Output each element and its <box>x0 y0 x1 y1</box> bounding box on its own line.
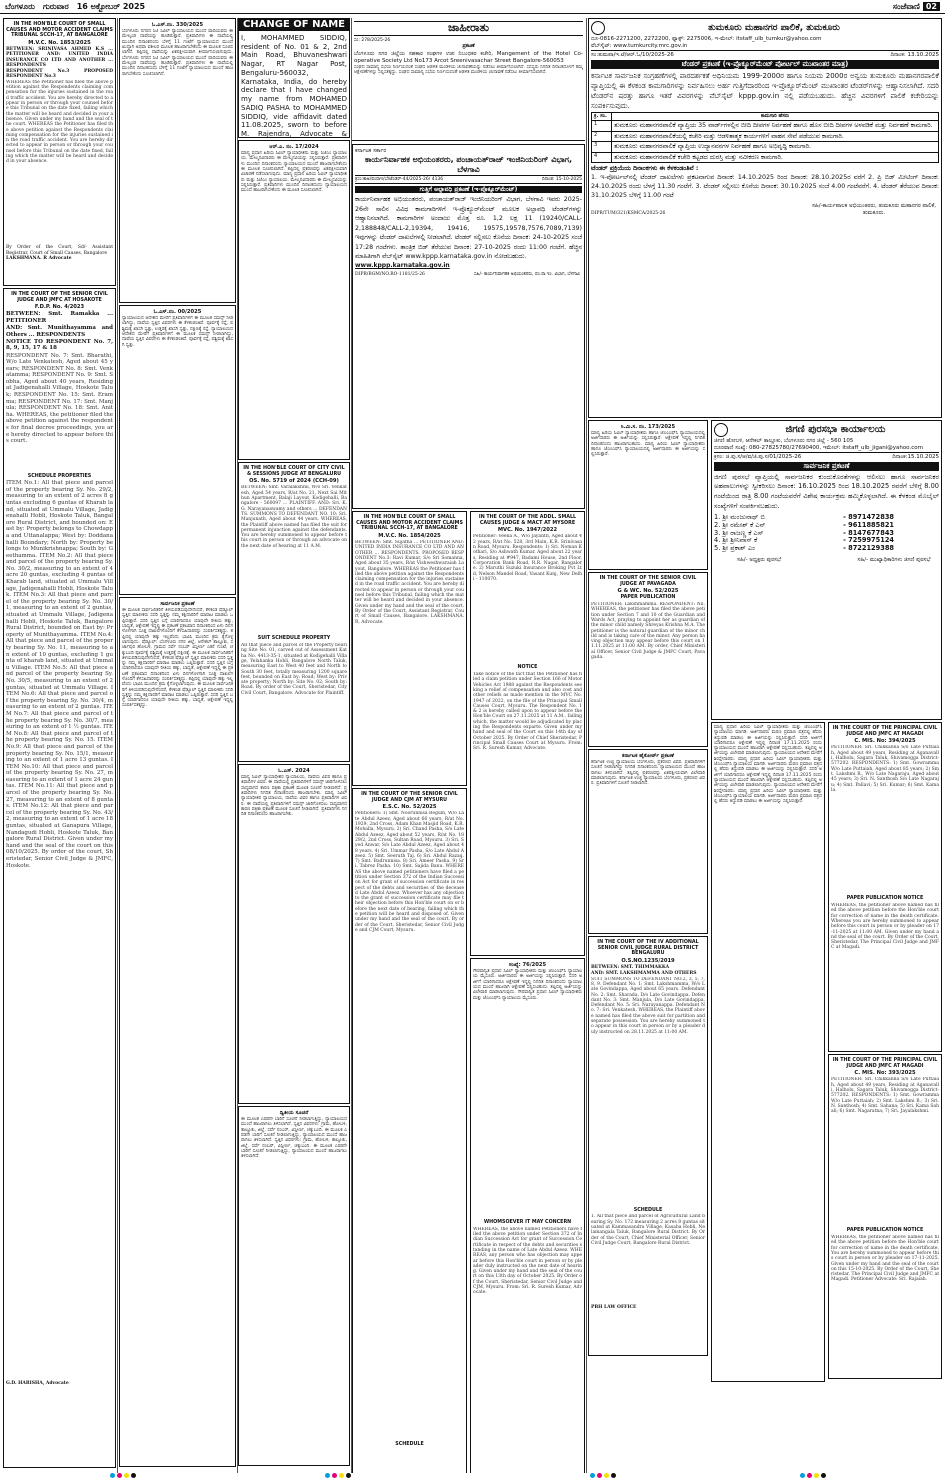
table-row <box>592 121 939 131</box>
schedule-heading: SCHEDULE <box>395 1442 424 1448</box>
advocate-name: LAKSHMANA. R Advocate <box>6 256 72 262</box>
contact-phone: - 9611885821 <box>843 520 894 529</box>
change-of-name-text: I, MOHAMMED SIDDIQ, resident of No. 01 & 2, 2nd Main Road, Bhuvaneshwari Nagar, RT Nagar Post, Bengaluru-560032, Karnataka, India, do hereby declare that I have changed my name from MOHAMED SADIQ PASHA to MOHAMMED SIDDIQ, vide affidavit dated 11.08.2025, sworn to before M. Rajendra, Advocate & <box>241 33 347 138</box>
notice-body-text: SUIT SUMMONS TO DEFENDANT NO.2, 3, 5, 7, 8, 9. Defendant No. 1: Smt. Lakshmamma, W/o Late Govindappa, Aged about 65 years. Defendant No. 2: Smt. Sharada, D/o Late Govindappa. Defendant No. 3: Smt. Manjula, D/o Late Govindappa. Defendant No. 5: Sri. Narayanappa. Defendant No. 7: Sri. Venkatesh. WHEREAS, the Plaintiff above named has filed the above suit for partition and separate possession. You are hereby summoned to appear in this court in person or by a pleader duly instructed on 28.11.2025 at 11:00 AM. <box>591 976 705 1035</box>
case-number: MVC. No. 1947/2022 <box>497 527 558 534</box>
jigani-sign-right: ಸಹಿ/- ಮುಖ್ಯಾಧಿಕಾರಿಗಳು ಜಿಗಣಿ ಪುರಸಭೆ <box>857 556 931 563</box>
between: BETWEEN: Smt. Ramakka ... PETITIONER <box>6 311 113 325</box>
court-title: IN THE COURT OF THE SENIOR CIVIL JUDGE AT PAVAGADA <box>599 576 697 587</box>
court-title: IN THE HON'BLE COURT OF SMALL CAUSES AND MOTOR ACCIDENT CLAIMS TRIBUNAL SCCH-17, AT BANGALORE <box>6 22 113 39</box>
mact-notice-1854-copy <box>238 764 350 1104</box>
notice-to: NOTICE TO RESPONDENT No. 7, 8, 9, 15, 17 & 18 <box>6 338 113 352</box>
jigani-address: ಜಿಗಣಿ ಹೋಬಳಿ, ಆನೇಕಲ್ ತಾಲ್ಲೂಕು, ಬೆಂಗಳೂರು ನಗರ ಜಿಲ್ಲೆ - 560 105 <box>714 437 854 444</box>
header-no: ಕ್ರ. ಸಂ. <box>592 112 612 121</box>
jigani-title: ಜಿಗಣಿ ಪುರಸಭಾ ಕಾರ್ಯಾಲಯ <box>785 424 886 436</box>
government-seal-icon <box>714 423 728 437</box>
table-row <box>592 142 939 152</box>
notice-body-text: ಮಾನ್ಯ ಪ್ರಧಾನ ಹಿರಿಯ ಸಿವಿಲ್ ನ್ಯಾಯಾಧೀಶರು ಮತ್ತು ಜೆಎಂಎಫ್‌ಸಿ ನ್ಯಾಯಾಲಯ ಮಾಗಡಿ. ಅರ್ಜಿದಾರರು ಮರಣ ಪ್ರಮಾಣ ಪತ್ರದಲ್ಲಿ ಹೆಸರು ತಿದ್ದುಪಡಿ ಮಾಡಲು ಈ ಅರ್ಜಿಯನ್ನು ಸಲ್ಲಿಸಿರುತ್ತಾರೆ. ಸದರಿ ಅರ್ಜಿಗೆ ಯಾರಿಗಾದರೂ ಆಕ್ಷೇಪಣೆ ಇದ್ದಲ್ಲಿ ದಿನಾಂಕ 17.11.2025 ರಂದು ನ್ಯಾಯಾಲಯದ ಮುಂದೆ ಹಾಜರಾಗಿ ಆಕ್ಷೇಪಣೆ ಸಲ್ಲಿಸಬಹುದು. ತಪ್ಪಿದಲ್ಲಿ ಅರ್ಜಿಯನ್ನು ವಿಲೇವಾರಿ ಮಾಡಲಾಗುವುದು. ನ್ಯಾಯಾಲಯದ ಆದೇಶದ ಮೇರೆಗೆ ಶಿರಸ್ತೇದಾರರು. ಮಾನ್ಯ ಪ್ರಧಾನ ಹಿರಿಯ ಸಿವಿಲ್ ನ್ಯಾಯಾಧೀಶರು ಮತ್ತು ಜೆಎಂಎಫ್‌ಸಿ ನ್ಯಾಯಾಲಯ ಮಾಗಡಿ. ಅರ್ಜಿದಾರರು ಮರಣ ಪ್ರಮಾಣ ಪತ್ರದಲ್ಲಿ ಹೆಸರು ತಿದ್ದುಪಡಿ ಮಾಡಲು ಈ ಅರ್ಜಿಯನ್ನು ಸಲ್ಲಿಸಿರುತ್ತಾರೆ. ಸದರಿ ಅರ್ಜಿಗೆ ಯಾರಿಗಾದರೂ ಆಕ್ಷೇಪಣೆ ಇದ್ದಲ್ಲಿ ದಿನಾಂಕ 17.11.2025 ರಂದು ನ್ಯಾಯಾಲಯದ ಮುಂದೆ ಹಾಜರಾಗಿ ಆಕ್ಷೇಪಣೆ ಸಲ್ಲಿಸಬಹುದು. ತಪ್ಪಿದಲ್ಲಿ ಅರ್ಜಿಯನ್ನು ವಿಲೇವಾರಿ ಮಾಡಲಾಗುವುದು. ನ್ಯಾಯಾಲಯದ ಆದೇಶದ ಮೇರೆಗೆ ಶಿರಸ್ತೇದಾರರು. ಮಾನ್ಯ ಪ್ರಧಾನ ಹಿರಿಯ ಸಿವಿಲ್ ನ್ಯಾಯಾಧೀಶರು ಮತ್ತು ಜೆಎಂಎಫ್‌ಸಿ ನ್ಯಾಯಾಲಯ ಮಾಗಡಿ. ಅರ್ಜಿದಾರರು ಮರಣ ಪ್ರಮಾಣ ಪತ್ರದಲ್ಲಿ ಹೆಸರು ತಿದ್ದುಪಡಿ ಮಾಡಲು ಈ ಅರ್ಜಿಯನ್ನು ಸಲ್ಲಿಸಿರುತ್ತಾರೆ. <box>714 725 822 805</box>
contact-phone: - 8971472838 <box>843 513 894 522</box>
jigani-body: ಜಿಗಣಿ ಪುರಸಭೆ ವ್ಯಾಪ್ತಿಯಲ್ಲಿ ಸಾರ್ವಜನಿಕರ ಕುಂದುಕೊರತೆಗಳನ್ನು ಆಲಿಸಲು ಹಾಗೂ ಸಾರ್ವಜನಿಕರ ಅಹವಾಲುಗಳನ್ನು ಸ್ವೀಕರಿಸಲು ದಿನಾಂಕ: 16.10.2025 ರಿಂದ 18.10.2025 ರವರೆಗೆ ಬೆಳಿಗ್ಗೆ 8.00 ಗಂಟೆಯಿಂದ ರಾತ್ರಿ 8.00 ಗಂಟೆಯವರೆಗೆ ವಿಶೇಷ ಕಾರ್ಯಕ್ರಮ ಹಮ್ಮಿಕೊಳ್ಳಲಾಗಿದೆ. ಈ ಕೆಳಕಂಡ ಮೊಬೈಲ್ ಸಂಖ್ಯೆಗಳಿಗೆ ಸಂಪರ್ಕಿಸಬಹುದು. <box>714 472 939 511</box>
registration-marks <box>325 1472 351 1479</box>
notice-title: ಕರ್ನಾಟಕ ಹೈಕೋರ್ಟ್ ಪ್ರಕಟಣೆ <box>622 753 674 759</box>
column-5 <box>588 18 942 1473</box>
pavagada-gwc-notice <box>588 572 708 747</box>
notice-body-text: ಸಂಘದ ಸಾಮಾನ್ಯ ಸಭೆಯ ನಿರ್ಣಯದಂತೆ ಸಂಘದ ಆಡಳಿತ ಮಂಡಳಿಯ ಚುನಾವಣೆಯನ್ನು ನಡೆಸಲು ತೀರ್ಮಾನಿಸಲಾಗಿದೆ. ಸದಸ್ಯರು ನಿಗದಿತ ದಿನಾಂಕದೊಳಗೆ ತಮ್ಮ ಆಕ್ಷೇಪಣೆಗಳನ್ನು ಸಲ್ಲಿಸತಕ್ಕದ್ದು. ಸಂಘದ ಸಾಮಾನ್ಯ ಸಭೆಯ ನಿರ್ಣಯದಂತೆ ಆಡಳಿತ ಮಂಡಳಿಯ ಚುನಾವಣೆ ನಡೆಸಲು ತೀರ್ಮಾನಿಸಲಾಗಿದೆ. <box>354 64 583 75</box>
kannada-public-notice <box>119 597 236 1467</box>
government-seal-icon <box>591 21 605 35</box>
magadi-cmis-394 <box>828 722 942 1052</box>
court-title: IN THE COURT OF THE SENIOR CIVIL JUDGE AND CJM AT MYSURU <box>361 792 458 803</box>
parties-text: Petitioner: Veena A., W/o Jayanth, Aged about 42 years, R/at No. 528, 3rd Main, K.R. Srinivasan Road, Mysuru. Respondents: 1) Sri. Noman Kothari, S/o Ashwath Kumar, Aged about 22 years, Residing at #947, Badami House, 2nd Floor, Corporation Bank Road, R.R. Nagar, Bangalore. 2) Maruthi Suzuki Insurance Broking Pvt Ltd, Nelson Mandel Road, Vasant Kunj, New Delhi - 110070. <box>473 534 582 582</box>
tumkur-intro: ಕರ್ನಾಟಕ ಸಾರ್ವಜನಿಕ ಸಂಗ್ರಹಣೆಗಳಲ್ಲಿ ಪಾರದರ್ಶಕತೆ ಅಧಿನಿಯಮ 1999-2000ರ ಹಾಗೂ ನಿಯಮ 2000ರ ಅನ್ವಯ ತುಮಕೂರು ಮಹಾನಗರಪಾಲಿಕೆ ವ್ಯಾಪ್ತಿಯಲ್ಲಿ ಈ ಕೆಳಕಂಡ ಕಾಮಗಾರಿಗಳನ್ನು ನಿರ್ವಹಿಸಲು ಅರ್ಹ ಗುತ್ತಿಗೆದಾರರಿಂದ ಇ-ಪ್ರೊಕ್ಯೂರ್‌ಮೆಂಟ್ ಮುಖಾಂತರ ಟೆಂಡರ್‌ಗಳನ್ನು ಆಹ್ವಾನಿಸಲಾಗಿದೆ. ಸದರಿ ಟೆಂಡರ್‌ನ ಷರತ್ತು ಹಾಗೂ ಇತರೆ ವಿವರಗಳನ್ನು ವೆಬ್‌ಸೈಟ್ kppp.gov.in ನಲ್ಲಿ ಪಡೆಯಬಹುದು. ಹೆಚ್ಚಿನ ವಿವರಗಳಿಗೆ ಪಾಲಿಕೆ ಕಚೇರಿಯನ್ನು ಸಂಪರ್ಕಿಸುವುದು. <box>591 71 939 110</box>
notice-body-text: PETITIONER: Lakshmamma. RESPONDENT: Nil. WHEREAS, the petitioner has filed the above petition under Section 7 and 10 of the Guardian and Wards Act, praying to appoint her as guardian of the minor child namely Shreyas Krishna M.A. The petitioner is the natural guardian of the minor child and is taking care of the minor. Any person having objection may appear before this court on 11.11.2025 at 11:00 AM. By order, Chief Ministerial Officer, Senior Civil Judge & JMFC Court, Pavagada. <box>591 602 705 661</box>
notice-body-text: WHEREAS the Petitioner has filed the above petition against the Respondents claiming compensation for the injuries sustained in the road traffic accident. You are hereby directed to appear in person or through your counsel before this Tribunal on the date fixed, failing which the matter will be heard and decided in your absence. Given under my hand and the seal of the court. WHEREAS the Petitioner has filed the above petition against the Respondents claiming compensation for the injuries sustained in the road traffic accident. You are hereby directed to appear in person or through your counsel before this Tribunal on the date fixed, failing which the matter will be heard and decided in your absence. <box>6 79 113 165</box>
header-work-name: ಕಾಮಗಾರಿ ಹೆಸರು <box>612 112 939 121</box>
work-no: 3 <box>592 142 612 152</box>
case-number: E.S.C. No. 52/2025 <box>382 804 437 811</box>
kannada-notice-76 <box>470 958 585 1473</box>
notice-body-text: ಕರ್ನಾಟಕ ಉಚ್ಚ ನ್ಯಾಯಾಲಯ ಬೆಂಗಳೂರು, ಪ್ರಕರಣದ ವಿವರ. ಪ್ರತಿವಾದಿಗಳಿಗೆ ಸೂಚನೆ ನೀಡಲಾಗಿದ್ದು ನಿಗದಿತ ದಿನಾಂಕದಂದು ನ್ಯಾಯಾಲಯದ ಮುಂದೆ ಹಾಜರಾಗಲು ತಿಳಿಸಲಾಗಿದೆ. ತಪ್ಪಿದಲ್ಲಿ ಪ್ರಕರಣವನ್ನು ಏಕಪಕ್ಷೀಯವಾಗಿ ವಿಲೇವಾರಿ ಮಾಡಲಾಗುವುದು. ಕರ್ನಾಟಕ ಉಚ್ಚ ನ್ಯಾಯಾಲಯ ಬೆಂಗಳೂರು, ಪ್ರಕರಣದ ವಿವರ. ಪ್ರತಿವಾದಿಗಳಿಗೆ ಸೂಚನೆ ನೀಡಲಾಗಿದೆ. <box>591 760 705 787</box>
advocate-sign: G.D. HARISHA, Advocate <box>6 1380 69 1386</box>
work-no: 1 <box>592 121 612 131</box>
and: AND: SMT. LAKSHMAMMA AND OTHERS <box>591 970 697 976</box>
contact-phone: - 8147677843 <box>843 528 894 537</box>
schedule-properties-text: ITEM No.1: All that piece and parcel of the property bearing Sy. No. 29/2, measuring to an extent of 2 acres 8 guntas excluding 6 guntas of Kharab land, situated at Ummalu Village, Jadigenahalli Hobli, Hoskote Taluk, Bangalore Rural District, and bounded on: East by: Property belongs to Chowdappa and Uttanalappa; West by: Doddanahalli Boundary; North by: Property belongs to Munikrishnappa; South by: Geethamma. ITEM No.2: All that piece and parcel of the property bearing Sy. No. 30/2, measuring to an extent of 4 acre 20 guntas, excluding 4 guntas of Kharab land, situated at Ummalu Village, Jadigenahalli Hobli, Hoskote Taluk. ITEM No.3: All that piece and parcel of the property bearing Sy. No. 30/1, measuring to an extent of 2 guntas, situated at Ummalu Village, Jadigenahalli Hobli, Hoskote Taluk, Bangalore Rural District, bounded on East by: Property of Munithayamma. ITEM No.4: All that piece and parcel of the property bearing Sy. No. 11, measuring to an extent of 10 guntas, excluding 1 gunta of kharab land, situated at Ummalu Village. ITEM No.5: All that piece and parcel of the property bearing Sy. No. 30/5, measuring to an extent of 2 guntas, situated at Ummalu Village. ITEM No.6: All that piece and parcel of the property bearing Sy. No. 30/4, measuring to an extent of 2 guntas. ITEM No.7: All that piece and parcel of the property bearing Sy. No. 30/7, measuring to an extent of 1 ½ guntas. ITEM No.8: All that piece and parcel of the property bearing Sy. No. 15. ITEM No.9: All that piece and parcel of the property bearing Sy. No. 15/1, measuring to an extent of 1 acre 13 guntas. ITEM No.10: All that piece and parcel of the property bearing Sy. No. 27, measuring to an extent of 1 acre 24 guntas. ITEM No.11: All that piece and parcel of the property bearing Sy. No. 27, measuring to an extent of 8 guntas. ITEM No.12: All that piece and parcel of the property bearing Sy. No. 43/2, measuring to an extent of 1 acre 18 guntas, situated at Ganapura Village, Nandagudi Hobli, Hoskote Taluk, Bangalore Rural District. Given under my hand and the seal of the court on this 08/10/2025. By order of the court, Sheristedar, Senior Civil Judge & JMFC, Hoskote. <box>6 480 113 869</box>
notice-ref: ಸಂ: 278/2025-26 <box>354 37 391 43</box>
kannada-os-notice-1 <box>119 18 236 303</box>
notice-body-text: ಮಾನ್ಯ ಪ್ರಧಾನ ಹಿರಿಯ ಸಿವಿಲ್ ನ್ಯಾಯಾಧೀಶರು ಮತ್ತು ಸಿಜೆಎಂ ನ್ಯಾಯಾಲಯ. ಮೇಲ್ಮನವಿದಾರರು ಈ ಮೇಲ್ಮನವಿಯನ್ನು ಸಲ್ಲಿಸಿರುತ್ತಾರೆ. ಪ್ರತಿವಾದಿಗಳು ಮುಂದಿನ ದಿನಾಂಕದಂದು ನ್ಯಾಯಾಲಯದ ಮುಂದೆ ಹಾಜರಾಗಬೇಕೆಂದು ಈ ಮೂಲಕ ಸೂಚಿಸಲಾಗಿದೆ. ತಪ್ಪಿದಲ್ಲಿ ಪ್ರಕರಣವನ್ನು ಏಕಪಕ್ಷೀಯವಾಗಿ ವಿಚಾರಣೆ ನಡೆಸಲಾಗುವುದು. ಮಾನ್ಯ ಪ್ರಧಾನ ಹಿರಿಯ ಸಿವಿಲ್ ನ್ಯಾಯಾಧೀಶರು ಮತ್ತು ಸಿಜೆಎಂ ನ್ಯಾಯಾಲಯ. ಮೇಲ್ಮನವಿದಾರರು ಈ ಮೇಲ್ಮನವಿಯನ್ನು ಸಲ್ಲಿಸಿರುತ್ತಾರೆ. ಪ್ರತಿವಾದಿಗಳು ಮುಂದಿನ ದಿನಾಂಕದಂದು ನ್ಯಾಯಾಲಯದ ಮುಂದೆ ಹಾಜರಾಗಬೇಕೆಂದು ಈ ಮೂಲಕ ಸೂಚಿಸಲಾಗಿದೆ. <box>241 151 347 194</box>
advertisement-banner: ಜಾಹೀರಾತು <box>354 21 583 36</box>
case-number: O.S.NO.1235/2019 <box>621 957 675 964</box>
addl-small-causes-mysore <box>470 511 585 956</box>
contact-name: 2. ಶ್ರೀ ರಮೇಶ್ ಕೆ ಎನ್ <box>714 520 766 529</box>
case-number: ಆರ್.ಎ. ನಂ. 17/2024 <box>269 144 319 150</box>
change-of-name-notice <box>238 18 350 138</box>
hotel-society-notice <box>352 18 585 141</box>
court-title: IN THE HON'BLE COURT OF SMALL CAUSES AND MOTOR ACCIDENT CLAIMS TRIBUNAL SCCH-17, AT BANGALORE <box>356 515 463 532</box>
notice-heading: NOTICE <box>517 665 538 671</box>
table-header-row <box>592 112 939 121</box>
parties-text: PETITIONER: Sri. Chikkanna S/o Late Puttaiah, Aged about 49 years, Residing at Aganavalli, Halholu, Sagara Taluk, Shivamogga District-577202. RESPONDENTS: 1) Smt. Gowramma W/o Late Puttaiah; 2) Smt. Lakshmi R.; 3) Sri. N. Santhosh; 4) Smt. Sahana; 5) Sri. Kama Sahali; 6) Smt. Nagaratna; 7) Sri. Jayalakshmi. <box>831 1077 939 1115</box>
work-name: ತುಮಕೂರು ಮಹಾನಗರಪಾಲಿಕೆ ವ್ಯಾಪ್ತಿಯ 35 ವಾರ್ಡ್‌ಗಳಲ್ಲಿನ ಬೀದಿ ದೀಪಗಳ ನಿರ್ವಹಣೆ ಹಾಗೂ ಹೊಸ ಬೀದಿ ದೀಪಗಳ ಅಳವಡಿಕೆ ಮತ್ತು ನಿರ್ವಹಣೆ ಕಾಮಗಾರಿ. <box>612 121 939 131</box>
jigani-date: ದಿನಾಂಕ:15.10.2025 <box>892 453 939 460</box>
case-number: G & WC. No. 52/2025 <box>617 588 679 595</box>
column-4 <box>352 18 585 1473</box>
work-name: ತುಮಕೂರು ಮಹಾನಗರಪಾಲಿಕೆ ವ್ಯಾಪ್ತಿಯ ಉದ್ಯಾನವನಗಳ ನಿರ್ವಹಣೆ ಹಾಗೂ ಅಭಿವೃದ್ಧಿ ಕಾಮಗಾರಿ. <box>612 142 939 152</box>
jigani-ref: ಕ್ರಸಂ: ಜಿ.ಪು.ಸ/ಆ/ವ/ಜಿ.ಪು.ಸ/01/2025-26 <box>714 453 802 460</box>
works-table <box>591 112 939 164</box>
work-name: ತುಮಕೂರು ಮಹಾನಗರಪಾಲಿಕೆಯಲ್ಲಿ ಕಚೇರಿ ಮತ್ತು ಆಡಳಿತಾತ್ಮಕ ಕಾರ್ಯಗಳಿಗೆ ವಾಹನ ಸೇವೆ ಪಡೆಯುವ ಕಾಮಗಾರಿ. <box>612 131 939 141</box>
contact-name: 3. ಶ್ರೀ ರಾಜಣ್ಣ ಕೆ ಎಸ್ <box>714 528 764 537</box>
court-title: IN THE COURT OF THE PRINCIPAL CIVIL JUDGE AND JMFC AT MAGADI <box>832 1058 938 1069</box>
case-number: ಓ.ಎಸ್.ನಂ. 330/2025 <box>151 22 204 28</box>
court-title: IN THE COURT OF THE PRINCIPAL CIVIL JUDGE AND JMFC AT MAGADI <box>832 726 938 737</box>
tender-ref: ಕ್ರಸಂ:ಕಾಅ/ಪಂರಾಇ/ಬೆ/ಟೆಂಡರ್-44/2025-26/ 4136 <box>355 176 444 182</box>
advocate-sign: PBH LAW OFFICE <box>591 1304 637 1310</box>
belagavi-tender-notice <box>352 144 585 509</box>
parties-text: BETWEEN: Smt. Varalakshmi, W/o Sri. Venkatesh, Aged 54 years, R/at No. 21, Next Sai Mithun Apartment, Balaji Layout, Kodigehalli, Bangalore - 560097 ... PLAINTIFF. AND: Sri. K.G. Narayanaswamy and others ... DEFENDANTS. SUMMONS TO DEFENDANT NO. 10: Sri. Manjunath, Aged about 44 years. WHEREAS, the Plaintiff above named has filed the suit for permanent injunction against the defendants. You are hereby summoned to appear before this court in person or through an advocate on the next date of hearing at 11 A.M. <box>241 485 347 549</box>
registration-marks <box>590 1472 616 1479</box>
notice-sub: ಪ್ರಕಟಣೆ <box>462 44 475 50</box>
notice-body-text: ಗೌರವಾನ್ವಿತ ಪ್ರಧಾನ ಸಿವಿಲ್ ನ್ಯಾಯಾಧೀಶರು ಮತ್ತು ಜೆಎಂಎಫ್‌ಸಿ ನ್ಯಾಯಾಲಯ ಮೈಸೂರು. ಅರ್ಜಿದಾರರು ಈ ಅರ್ಜಿಯನ್ನು ಸಲ್ಲಿಸಿರುತ್ತಾರೆ. ಸದರಿ ಅರ್ಜಿಗೆ ಯಾರಿಗಾದರೂ ಆಕ್ಷೇಪಣೆ ಇದ್ದಲ್ಲಿ ನಿಗದಿತ ದಿನಾಂಕದಂದು ನ್ಯಾಯಾಲಯದ ಮುಂದೆ ಹಾಜರಾಗಿ ಆಕ್ಷೇಪಣೆ ಸಲ್ಲಿಸಬಹುದು. ತಪ್ಪಿದಲ್ಲಿ ಅರ್ಜಿಯನ್ನು ವಿಲೇವಾರಿ ಮಾಡಲಾಗುವುದು. ಗೌರವಾನ್ವಿತ ಪ್ರಧಾನ ಸಿವಿಲ್ ನ್ಯಾಯಾಧೀಶರು ಮತ್ತು ಜೆಎಂಎಫ್‌ಸಿ ನ್ಯಾಯಾಲಯ ಮೈಸೂರು. <box>473 969 582 1001</box>
tumkur-sign: ಸಹಿ/-ಕಾರ್ಯಪಾಲಕ ಅಭಿಯಂತರರು, ತುಮಕೂರು ಮಹಾನಗರ ಪಾಲಿಕೆ, ತುಮಕೂರು. <box>812 203 936 216</box>
tumkur-tender-notice <box>588 18 942 418</box>
left-brand: ಬೆಂಗಳೂರು <box>5 1 35 11</box>
case-number: ಓ.ಎಸ್.ನಂ. 00/2025 <box>153 309 202 315</box>
case-number: C. MIS. No: 393/2025 <box>854 1070 916 1077</box>
column-1 <box>3 18 116 1473</box>
notice-body-text: ಮಾನ್ಯ ಹಿರಿಯ ಸಿವಿಲ್ ನ್ಯಾಯಾಧೀಶರು ಹಾಗೂ ಜೆಎಂಎಫ್‌ಸಿ ನ್ಯಾಯಾಲಯದಲ್ಲಿ ಅರ್ಜಿದಾರರು ಈ ಅರ್ಜಿಯನ್ನು ಸಲ್ಲಿಸಿರುತ್ತಾರೆ. ಆಕ್ಷೇಪಣೆ ಇದ್ದಲ್ಲಿ ನಿಗದಿತ ದಿನಾಂಕದಂದು ಹಾಜರಾಗಬಹುದು. ಮಾನ್ಯ ಹಿರಿಯ ಸಿವಿಲ್ ನ್ಯಾಯಾಧೀಶರು ಹಾಗೂ ಜೆಎಂಎಫ್‌ಸಿ ನ್ಯಾಯಾಲಯದಲ್ಲಿ ಅರ್ಜಿದಾರರು ಈ ಅರ್ಜಿಯನ್ನು ಸಲ್ಲಿಸಿರುತ್ತಾರೆ. <box>591 431 705 458</box>
case-number: ಸಂಖ್ಯೆ: 76/2025 <box>508 962 547 968</box>
tumkur-dipr: DIPR/TUM/321/KSMCA/2025-26 <box>591 211 666 217</box>
kannada-cmis-notice <box>588 420 708 570</box>
court-title: IN THE COURT OF THE IV ADDITIONAL SENIOR CIVIL JUDGE RURAL DISTRICT BENGALURU <box>597 940 699 957</box>
notice-text: ಬೆಂಗಳೂರು ನಗರ ಜಿಲ್ಲೆಯ ಸಹಕಾರ ಸಂಘಗಳ ಉಪ ನಿಬಂಧಕರ ಕಚೇರಿ, Mangement of the Hotel Co-operative Society Ltd No173 Arcot Sreenivasachar Street Bangalore-560053 <box>354 50 583 64</box>
masthead <box>0 0 945 14</box>
mact-notice-1854 <box>352 511 467 786</box>
jigani-contacts <box>714 514 939 553</box>
court-order-sign: By Order of the Court, Sd/- Assistant Registrar, Court of Small Causes, Bangalore <box>6 245 113 256</box>
contact-name: 4. ಶ್ರೀ ಶ್ರೀನಿವಾಸ್ ಕೆ <box>714 536 758 545</box>
notice-body-text: ಮಾನ್ಯ ಸಿವಿಲ್ ನ್ಯಾಯಾಧೀಶರ ನ್ಯಾಯಾಲಯ, ದಾವೆಯ ವಿವರ ಹಾಗೂ ಪ್ರತಿವಾದಿಗಳ ವಿವರ. ಈ ದಾವೆಯಲ್ಲಿ ಪ್ರತಿವಾದಿಗಳಿಗೆ ಸಮನ್ಸ್ ಜಾರಿಗೊಳಿಸಲು ಸಾಧ್ಯವಾಗದ ಕಾರಣ ಪತ್ರಿಕಾ ಪ್ರಕಟಣೆ ಮೂಲಕ ಸೂಚನೆ ನೀಡಲಾಗಿದೆ. ಪ್ರತಿವಾದಿಗಳು ನಿಗದಿತ ದಿನಾಂಕದಂದು ಹಾಜರಾಗಬೇಕು. ಮಾನ್ಯ ಸಿವಿಲ್ ನ್ಯಾಯಾಧೀಶರ ನ್ಯಾಯಾಲಯ, ದಾವೆಯ ವಿವರ ಹಾಗೂ ಪ್ರತಿವಾದಿಗಳ ವಿವರ. ಈ ದಾವೆಯಲ್ಲಿ ಪ್ರತಿವಾದಿಗಳಿಗೆ ಸಮನ್ಸ್ ಜಾರಿಗೊಳಿಸಲು ಸಾಧ್ಯವಾಗದ ಕಾರಣ ಪತ್ರಿಕಾ ಪ್ರಕಟಣೆ ಮೂಲಕ ಸೂಚನೆ ನೀಡಲಾಗಿದೆ. ಪ್ರತಿವಾದಿಗಳು ನಿಗದಿತ ದಿನಾಂಕದಂದು ಹಾಜರಾಗಬೇಕು. <box>241 775 347 818</box>
tender-body: ಕಾರ್ಯನಿರ್ವಾಹಕ ಅಭಿಯಂತರರು, ಪಂಚಾಯತ್‌ರಾಜ್ ಇಂಜಿನಿಯರಿಂಗ್ ವಿಭಾಗ, ಬೆಳಗಾವಿ ಇವರು 2025-26ನೇ ಸಾಲಿನ ವಿವಿಧ ಕಾಮಗಾರಿಗಳಿಗೆ ಇ-ಪ್ರೊಕ್ಯೂರ್‌ಮೆಂಟ್ ಮೂಲಕ ಅಲ್ಪಾವಧಿ ಟೆಂಡರ್‌ಗಳನ್ನು ಆಹ್ವಾನಿಸಲಾಗಿದೆ. ಕಾಮಗಾರಿಗಳ ಅಂದಾಜು ಮೊತ್ತ ರೂ. 1,2 ಲಕ್ಷ 11 (19240/CALL-2,188848/CALL-2,19394, 19416, 19575,19578,7576,7089,7139) ಇವುಗಳನ್ನು ಟೆಂಡರ್ ದಾಖಲೆಗಳಲ್ಲಿ ನೀಡಲಾಗಿದೆ. ಟೆಂಡರ್ ಸಲ್ಲಿಸಲು ಕೊನೆಯ ದಿನಾಂಕ: 24-10-2025 ಸಂಜೆ 17:28 ಗಂಟೆಗಳು. ತಾಂತ್ರಿಕ ಬಿಡ್ ತೆರೆಯುವ ದಿನಾಂಕ: 27-10-2025 ರಂದು 11:00 ಗಂಟೆಗೆ. ಹೆಚ್ಚಿನ ಮಾಹಿತಿಗಾಗಿ ವೆಬ್‌ಸೈಟ್ www.kppp.karnataka.gov.in ನೋಡಬಹುದು. <box>355 196 582 260</box>
kannada-long-notice <box>711 722 825 1382</box>
column-divider <box>586 18 587 1473</box>
registration-marks <box>110 1472 136 1479</box>
notice-body-text: WHEREAS, the petitioner above named has filed the above petition before the Hon'ble court for correction of name in the death certificate. You are hereby summoned to appear before this court in person or by pleader on 17-11-2025. Given under my hand and the seal of the court on this 15-10-2025. By Order of the Court, Sheristedar, The Principal Civil Judge and JMFC at Magadi. Petitioner Advocate: Sri. Rajaiah. <box>831 1235 939 1283</box>
case-number: F.D.P. No. 4/2023 <box>34 304 85 311</box>
work-no: 2 <box>592 131 612 141</box>
column-2 <box>119 18 236 1473</box>
jigani-notice-heading: ಸಾರ್ವಜನಿಕ ಪ್ರಕಟಣೆ <box>714 462 939 470</box>
kannada-os-notice-2 <box>119 305 236 595</box>
between: BETWEEN: SMT. THIMMAKKA <box>591 965 670 971</box>
tumkur-website[interactable]: ವೆಬ್‌ಸೈಟ್: www.tumkurcity.mrc.gov.in <box>591 42 688 49</box>
schedule-text: 1. All that piece and parcel of Agricultural Land bearing Sy. No. 172 measuring 2 acres 8 guntas situated at Kammasandra Village, Kasaba Hobli, Nelamangala Taluk, Bangalore Rural District. By Order of the Court, Chief Ministerial Officer, Senior Civil Judge Court, Bangalore Rural District. <box>591 1214 705 1246</box>
tender-dept: ಕರ್ನಾಟಕ ಸರ್ಕಾರ <box>355 147 387 154</box>
contact-phone: - 8722129388 <box>843 544 894 553</box>
kannada-high-court-notice <box>588 749 708 934</box>
page-number: 02 <box>923 2 940 11</box>
schedule-heading: SUIT SCHEDULE PROPERTY <box>257 636 331 642</box>
and: AND: Smt. Munithayamma and Others ... RESPONDENTS <box>6 325 113 338</box>
tumkur-title: ತುಮಕೂರು ಮಹಾನಗರ ಪಾಲಿಕೆ, ತುಮಕೂರು <box>708 22 840 33</box>
tender-office: ಕಾರ್ಯನಿರ್ವಾಹಕ ಅಭಿಯಂತರರು, ಪಂಚಾಯತ್‌ರಾಜ್ ಇಂಜಿನಿಯರಿಂಗ್ ವಿಭಾಗ, ಬೆಳಗಾವಿ <box>364 155 573 174</box>
notice-body-text: ಬೆಂಗಳೂರು ನಗರದ ಸಿಟಿ ಸಿವಿಲ್ ನ್ಯಾಯಾಲಯದ ಮುಂದೆ ವಾದಿಯವರು ಈ ಮೇಲ್ಕಂಡ ದಾವೆಯನ್ನು ಹೂಡಿರುತ್ತಾರೆ. ಪ್ರತಿವಾದಿಗಳು ಈ ದಾವೆಯಲ್ಲಿ ಮುಂದಿನ ದಿನಾಂಕದಂದು ಬೆಳಿಗ್ಗೆ 11 ಗಂಟೆಗೆ ನ್ಯಾಯಾಲಯದ ಮುಂದೆ ಖುದ್ದಾಗಿ ಅಥವಾ ವಕೀಲರ ಮೂಲಕ ಹಾಜರಾಗಬೇಕೆಂದು ಈ ಮೂಲಕ ಸೂಚಿಸಲಾಗಿದೆ. ತಪ್ಪಿದಲ್ಲಿ ದಾವೆಯನ್ನು ಏಕಪಕ್ಷೀಯವಾಗಿ ತೀರ್ಮಾನಿಸಲಾಗುವುದು. ಬೆಂಗಳೂರು ನಗರದ ಸಿಟಿ ಸಿವಿಲ್ ನ್ಯಾಯಾಲಯದ ಮುಂದೆ ವಾದಿಯವರು ಈ ಮೇಲ್ಕಂಡ ದಾವೆಯನ್ನು ಹೂಡಿರುತ್ತಾರೆ. ಪ್ರತಿವಾದಿಗಳು ಈ ದಾವೆಯಲ್ಲಿ ಮುಂದಿನ ದಿನಾಂಕದಂದು ಬೆಳಿಗ್ಗೆ 11 ಗಂಟೆಗೆ ನ್ಯಾಯಾಲಯದ ಮುಂದೆ ಹಾಜರಾಗಬೇಕೆಂದು ಸೂಚಿಸಲಾಗಿದೆ. <box>122 29 233 77</box>
case-number: M.V.C. No. 1854/2025 <box>378 532 441 539</box>
notice-body-text: Petitioners: 1) Smt. Noorunnisa Begum, W/o Late Abdul Azeez, Aged about 66 years, R/at No. 1929, 2nd Cross, Adam Khan Masjid Road, K.R. Mohalla, Mysuru. 2) Sri. Chand Pasha, S/o Late Abdul Azeez, Aged about 52 years, R/at No. 1829/2, 2nd Cross, Sultan Road, Mysuru. 3) Sri. Syed Anwar, S/o Late Abdul Azeez, Aged about 48 years. 4) Sri. Ummar Pasha, S/o Late Abdul Azeez. 5) Smt. Seeruth Taj. 6) Sri. Abdul Razaq. 7) Smt. Badrunnisa. 8) Sri. Ameer Pasha. 9) Sri. Tabrez Pasha. 10) Smt. Sajida Banu. WHEREAS the above named petitioners have filed a petition under Section 372 of the Indian Succession Act for grant of succession certificate in respect of the debts and securities of the deceased Late Abdul Azeez. Whoever has any objection to the grant of succession certificate may file their objection before this Hon'ble court on or before the next date of hearing, failing which the petition will be heard and disposed of. Given under my hand and the seal of the court. By order of the Court, Sheristedar, Senior Civil Judge and CJM Court, Mysuru. <box>355 811 464 933</box>
case-number: ಸಿ.ಮಿ.ಸ. ನಂ. 173/2025 <box>620 424 676 430</box>
tender-heading: ಗುತ್ತಿಗೆ ಅಲ್ಪಾವಧಿ ಪ್ರಕಟಣೆ (ಇ-ಪ್ರೊಕ್ಯೂರ್‌ಮೆಂಟ್) <box>355 186 582 193</box>
tender-website-link[interactable]: www.kppp.karnataka.gov.in <box>355 261 450 269</box>
change-of-name-title: CHANGE OF NAME <box>239 19 349 31</box>
magadi-cmis-393 <box>828 1054 942 1379</box>
day-label: ಗುರುವಾರ <box>42 1 69 11</box>
mact-notice-1853 <box>3 18 116 286</box>
tender-dates: 1. ಇ-ಪೋರ್ಟಲ್‌ನಲ್ಲಿ ಟೆಂಡರ್ ದಾಖಲೆಗಳು ಪ್ರಕಟವಾಗುವ ದಿನಾಂಕ: 14.10.2025 ರಿಂದ ದಿನಾಂಕ: 28.10.2025ರ ವರೆಗೆ 2. ಪ್ರಿ ಬಿಡ್ ಮೀಟಿಂಗ್ ದಿನಾಂಕ: 24.10.2025 ರಂದು ಬೆಳಗ್ಗೆ 11.30 ಗಂಟೆಗೆ. 3. ಟೆಂಡರ್ ಸಲ್ಲಿಸಲು ಕೊನೆಯ ದಿನಾಂಕ: 30.10.2025 ಸಂಜೆ 4.00 ಗಂಟೆವರೆಗೆ. 4. ಟೆಂಡರ್ ತೆರೆಯುವ ದಿನಾಂಕ: 31.10.2025 ಬೆಳಿಗ್ಗೆ 11.00 ಗಂಟೆ <box>591 174 939 200</box>
parties: BETWEEN: SRINIVASA AHMED K.S ... PETITIONER AND: UNITED INDIA INSURANCE CO LTD AND ANOTHER ... RESPONDENTS <box>6 47 113 68</box>
notice-heading: PAPER PUBLICATION NOTICE <box>846 896 924 902</box>
right-brand: ಸಂಜೆವಾಣಿ <box>892 1 920 11</box>
whomsoever-heading: WHOMSOEVER IT MAY CONCERN <box>483 1220 572 1226</box>
respondent-label: RESPONDENT No.3 PROPOSED RESPONDENT No.3 <box>6 68 113 80</box>
court-title: IN THE COURT OF THE SENIOR CIVIL JUDGE AND JMFC AT HOSAKOTE <box>11 292 108 303</box>
table-row <box>592 152 939 162</box>
schedule-heading: SCHEDULE PROPERTIES <box>27 473 92 479</box>
rural-os-1235 <box>588 936 708 1356</box>
case-number: M.V.C. No. 1853/2025 <box>28 39 91 46</box>
respondents-list: RESPONDENT No. 7: Smt. Bharathi, W/o Late Venkatesh, Aged about 45 years; RESPONDENT No. 8: Smt. Venkatamma; RESPONDENT No. 9: Smt. Sobha, Aged about 40 years, Residing at Jadigenahalli Village, Hoskote Taluk; RESPONDENT No. 15: Smt. Eramma; RESPONDENT No. 17: Smt. Manjula; RESPONDENT No. 18: Smt. Anitha. WHEREAS, the petitioner filed the above petition against the respondents for final decree proceedings, you are hereby directed to appear before this court. <box>6 352 113 445</box>
tumkur-phone: ದೂ-0816-2271200, 2272200, ಫ್ಯಾಕ್ಸ್: 2275006, ಇ-ಮೇಲ್: itstaff_ulb_tumkur@yahoo.com <box>591 35 822 42</box>
notice-body-text: Take notice of the fact that the Petitioner has filed a claim petition under Section 166 of Motor Vehicles Act 1988 against the Respondents seeking a relief of compensation and also cost and other reliefs as made mention in the MVC No. 1947 of 2022, on the file of the Principal Small Causes Court, Mysuru. The Respondent No. 1 & 2 is hereby called upon to appear before the Hon'ble Court on 27.11.2025 at 11 A.M., failing which, the matter would be adjudicated by placing the Respondents exparte. Given under my hand and seal of the Court on this 14th day of October 2025. By Order of Chief Sheristedar, Principal Small Causes Court at Mysuru. From: Sri. R. Suresh Kumar, Advocate. <box>473 672 582 752</box>
schedule-heading: SCHEDULE <box>633 1207 663 1213</box>
column-3 <box>238 18 350 1473</box>
list-item <box>714 545 894 553</box>
contact-name: 5. ಶ್ರೀ ಪ್ರಕಾಶ್ ಎಂ <box>714 544 756 553</box>
notice-body-text: BETWEEN: Smt. Sujatha ... PETITIONER AND: UNITED INDIA INSURANCE CO LTD AND ANOTHER ... RESPONDENTS. PROPOSED RESPONDENT No.3: Ravi Kumar, S/o Sri Somanna, Aged about 35 years, R/at Vishweshwaraiah Layout, Bangalore. WHEREAS the Petitioner has filed the above petition against the Respondents claiming compensation for the injuries sustained in the road traffic accident. You are hereby directed to appear in person or through your counsel before this Tribunal, failing which the matter will be heard and decided in your absence. Given under my hand and the seal of the court. By Order of the Court, Assistant Registrar, Court of Small Causes, Bangalore. LAKSHMANA. R, Advocate. <box>355 540 464 625</box>
case-number: ಓ.ಎಸ್. 2024 <box>278 768 310 774</box>
column-divider <box>117 18 118 1473</box>
notice-title: ಸಾರ್ವಜನಿಕ ಪ್ರಕಟಣೆ <box>160 601 195 607</box>
jigani-sign-left: ಸಹಿ/- ಅಧ್ಯಕ್ಷರು ಪುರಸಭೆ <box>737 556 781 563</box>
jigani-public-notice <box>711 420 942 720</box>
fdp-notice-hosakote <box>3 288 116 1468</box>
work-no: 4 <box>592 152 612 162</box>
table-row <box>592 131 939 141</box>
contact-phone: - 7259975124 <box>843 536 894 545</box>
notice-body-text: ನ್ಯಾಯಾಲಯದ ಆದೇಶದ ಮೇರೆಗೆ ಪ್ರತಿವಾದಿಗಳಿಗೆ ಈ ಮೂಲಕ ಸಮನ್ಸ್ ನೀಡಲಾಗಿದ್ದು, ದಾವೆಯ ಸ್ವತ್ತಿನ ವಿವರಗಳು ಈ ಕೆಳಕಂಡಂತಿವೆ. ಪೂರ್ವಕ್ಕೆ ರಸ್ತೆ, ಪಶ್ಚಿಮಕ್ಕೆ ಖಾಸಗಿ ಸ್ವತ್ತು, ಉತ್ತರಕ್ಕೆ ಖಾಸಗಿ ಸ್ವತ್ತು, ದಕ್ಷಿಣಕ್ಕೆ ರಸ್ತೆ. ನ್ಯಾಯಾಲಯದ ಆದೇಶದ ಮೇರೆಗೆ ಪ್ರತಿವಾದಿಗಳಿಗೆ ಈ ಮೂಲಕ ಸಮನ್ಸ್ ನೀಡಲಾಗಿದ್ದು, ದಾವೆಯ ಸ್ವತ್ತಿನ ವಿವರಗಳು ಈ ಕೆಳಕಂಡಂತಿವೆ. ಪೂರ್ವಕ್ಕೆ ರಸ್ತೆ, ಪಶ್ಚಿಮಕ್ಕೆ ಖಾಸಗಿ ಸ್ವತ್ತು. <box>122 316 233 348</box>
notice-body-text: ಈ ಮೂಲಕ ಸಾರ್ವಜನಿಕರಿಗೆ ತಿಳಿಯಪಡಿಸುವುದೇನೆಂದರೆ, ಕೆಳಕಂಡ ಷೆಡ್ಯೂಲ್ ಸ್ವತ್ತಿನ ಮಾಲೀಕರು ಸದರಿ ಸ್ವತ್ತನ್ನು ನಮ್ಮ ಕಕ್ಷಿದಾರರಿಗೆ ಮಾರಾಟ ಮಾಡಲು ಒಪ್ಪಿರುತ್ತಾರೆ. ಸದರಿ ಸ್ವತ್ತಿನ ಬಗ್ಗೆ ಯಾರಿಗಾದರೂ ಯಾವುದೇ ರೀತಿಯ ಹಕ್ಕು, ಬಾಧ್ಯತೆ, ಆಕ್ಷೇಪಣೆ ಇದ್ದಲ್ಲಿ ಈ ಪ್ರಕಟಣೆ ಪ್ರಕಟವಾದ ದಿನಾಂಕದಿಂದ ಏಳು ದಿನಗಳೊಳಗಾಗಿ ಸೂಕ್ತ ದಾಖಲೆಗಳೊಂದಿಗೆ ಕೆಳಸಹಿದಾರರನ್ನು ಸಂಪರ್ಕಿಸತಕ್ಕದ್ದು. ತಪ್ಪಿದಲ್ಲಿ ಯಾವುದೇ ಹಕ್ಕು ಇಲ್ಲವೆಂದು ಭಾವಿಸಿ ಮುಂದಿನ ಕ್ರಮ ಕೈಗೊಳ್ಳಲಾಗುವುದು. ಷೆಡ್ಯೂಲ್: ಬೆಂಗಳೂರು ನಗರ ಜಿಲ್ಲೆ, ಆನೇಕಲ್ ತಾಲ್ಲೂಕು, ಸರ್ಜಾಪುರ ಹೋಬಳಿ, ಗ್ರಾಮದ ಸರ್ವೆ ನಂಬರ್ ವಿಸ್ತೀರ್ಣ ಎಕರೆ ಗುಂಟೆ, ಚಕ್ಕುಬಂದಿ ಪೂರ್ವಕ್ಕೆ ಪಶ್ಚಿಮಕ್ಕೆ ಉತ್ತರಕ್ಕೆ ದಕ್ಷಿಣಕ್ಕೆ. ಈ ಮೂಲಕ ಸಾರ್ವಜನಿಕರಿಗೆ ತಿಳಿಯಪಡಿಸುವುದೇನೆಂದರೆ, ಕೆಳಕಂಡ ಷೆಡ್ಯೂಲ್ ಸ್ವತ್ತಿನ ಮಾಲೀಕರು ಸದರಿ ಸ್ವತ್ತನ್ನು ನಮ್ಮ ಕಕ್ಷಿದಾರರಿಗೆ ಮಾರಾಟ ಮಾಡಲು ಒಪ್ಪಿರುತ್ತಾರೆ. ಸದರಿ ಸ್ವತ್ತಿನ ಬಗ್ಗೆ ಯಾರಿಗಾದರೂ ಯಾವುದೇ ರೀತಿಯ ಹಕ್ಕು, ಬಾಧ್ಯತೆ, ಆಕ್ಷೇಪಣೆ ಇದ್ದಲ್ಲಿ ಈ ಪ್ರಕಟಣೆ ಪ್ರಕಟವಾದ ದಿನಾಂಕದಿಂದ ಏಳು ದಿನಗಳೊಳಗಾಗಿ ಸೂಕ್ತ ದಾಖಲೆಗಳೊಂದಿಗೆ ಕೆಳಸಹಿದಾರರನ್ನು ಸಂಪರ್ಕಿಸತಕ್ಕದ್ದು. ತಪ್ಪಿದಲ್ಲಿ ಯಾವುದೇ ಹಕ್ಕು ಇಲ್ಲವೆಂದು ಭಾವಿಸಿ ಮುಂದಿನ ಕ್ರಮ ಕೈಗೊಳ್ಳಲಾಗುವುದು. ಈ ಮೂಲಕ ಸಾರ್ವಜನಿಕರಿಗೆ ತಿಳಿಯಪಡಿಸುವುದೇನೆಂದರೆ, ಕೆಳಕಂಡ ಷೆಡ್ಯೂಲ್ ಸ್ವತ್ತಿನ ಮಾಲೀಕರು ಸದರಿ ಸ್ವತ್ತನ್ನು ನಮ್ಮ ಕಕ್ಷಿದಾರರಿಗೆ ಮಾರಾಟ ಮಾಡಲು ಒಪ್ಪಿರುತ್ತಾರೆ. ಸದರಿ ಸ್ವತ್ತಿನ ಬಗ್ಗೆ ಯಾರಿಗಾದರೂ ಯಾವುದೇ ರೀತಿಯ ಹಕ್ಕು, ಬಾಧ್ಯತೆ, ಆಕ್ಷೇಪಣೆ ಇದ್ದಲ್ಲಿ ಸಂಪರ್ಕಿಸತಕ್ಕದ್ದು. <box>122 608 233 709</box>
case-number: C. MIS. No: 394/2025 <box>854 738 916 745</box>
tender-dates-title: ಟೆಂಡರ್ ಪ್ರಕ್ರಿಯೆಯ ದಿನಾಂಕಗಳು ಈ ಕೆಳಕಂಡಂತಿವೆ : <box>591 165 699 173</box>
notice-body-text: WHEREAS, the petitioner above named has filed the above petition before the Hon'ble court for correction of name in the death certificate. Whereas you are hereby summoned to appear before this court in person or by pleader on 17-11-2025 at 11:00 AM. Given under my hand and the seal of the court. By Order of the Court, Sheristedar, The Principal Civil Judge and JMFC at Magadi. <box>831 903 939 951</box>
tumkur-date: ದಿನಾಂಕ: 13.10.2025 <box>890 51 939 58</box>
registration-marks <box>800 1472 826 1479</box>
notice-body-text-2: WHEREAS, the above named Petitioners have filed the above petition under Section 372 of Indian Succession Act for grant of Succession Certificate in respect of the debts and securities standing in the name of Late Abdul Azeez. WHEREAS, any person who has objection may appear before this Hon'ble court in person or by pleader duly instructed on the next date of hearing. Given under my hand and the seal of the court on this 13th day of October 2025. By Order of the Court, Sheristedar, Senior Civil Judge and CJM, Mysuru. From: Sri. R. Suresh Kumar, Advocate. <box>473 1226 582 1296</box>
date-label: 16 ಅಕ್ಟೋಬರ್ 2025 <box>76 1 146 11</box>
notice-title: ದ್ವಿತೀಯ ಸೂಚನೆ <box>279 1110 309 1116</box>
schedule-text: All that piece and parcel of the Property bearing Site No. 01, carved out of Assessment Katha No. 4413-35-1, situated at Kodigehalli Village, Yelahanka Hobli, Bangalore North Taluk, measuring East to West 40 feet and North to South 30 feet, totally measuring 1200 square feet, bounded on East by: Road; West by: Private property; North by: Site No. 02; South by: Road. By order of the Court, Sheristedar, City Civil Court, Bangalore. Advocate for Plaintiff. <box>241 643 347 696</box>
tumkur-ref: ಸಂ:ತುಮಪಾ/ಇ.ಟೆ/ಆರ್.ಓ/10/2025-26 <box>591 51 674 58</box>
dipr-number: DIPR/BGM/NO.RO-1181/25-26 <box>355 271 425 277</box>
notice-heading: PAPER PUBLICATION NOTICE <box>846 1228 924 1234</box>
notice-heading: PAPER PUBLICATION <box>620 595 676 601</box>
work-name: ತುಮಕೂರು ಮಹಾನಗರಪಾಲಿಕೆ ಕಚೇರಿ ಕಟ್ಟಡದ ದುರಸ್ತಿ ಮತ್ತು ನವೀಕರಣ ಕಾಮಗಾರಿ. <box>612 152 939 162</box>
notice-body-text: ಈ ಮೂಲಕ ಎರಡನೇ ಬಾರಿಗೆ ಸೂಚನೆ ನೀಡಲಾಗುತ್ತಿದ್ದು, ನ್ಯಾಯಾಲಯದ ಮುಂದೆ ಹಾಜರಾಗಲು ತಿಳಿಸಲಾಗಿದೆ. ಸ್ವತ್ತಿನ ವಿವರಗಳು: ಗ್ರಾಮ, ಹೋಬಳಿ, ತಾಲ್ಲೂಕು, ಜಿಲ್ಲೆ. ಸರ್ವೆ ನಂಬರ್, ವಿಸ್ತೀರ್ಣ, ಚಕ್ಕುಬಂದಿ. ಈ ಮೂಲಕ ಎರಡನೇ ಬಾರಿಗೆ ಸೂಚನೆ ನೀಡಲಾಗುತ್ತಿದ್ದು, ನ್ಯಾಯಾಲಯದ ಮುಂದೆ ಹಾಜರಾಗಲು ತಿಳಿಸಲಾಗಿದೆ. ಸ್ವತ್ತಿನ ವಿವರಗಳು: ಗ್ರಾಮ, ಹೋಬಳಿ, ತಾಲ್ಲೂಕು, ಜಿಲ್ಲೆ. ಸರ್ವೆ ನಂಬರ್, ವಿಸ್ತೀರ್ಣ, ಚಕ್ಕುಬಂದಿ. ಈ ಮೂಲಕ ಎರಡನೇ ಬಾರಿಗೆ ಸೂಚನೆ ನೀಡಲಾಗುತ್ತಿದ್ದು, ನ್ಯಾಯಾಲಯದ ಮುಂದೆ ಹಾಜರಾಗಲು ತಿಳಿಸಲಾಗಿದೆ. <box>241 1117 347 1160</box>
court-title: IN THE HON'BLE COURT OF CITY CIVIL & SESSIONS JUDGE AT BENGALURU <box>243 466 345 477</box>
senior-civil-judge-mysuru <box>352 788 467 1473</box>
tender-sign: ಸಹಿ/- ಕಾರ್ಯನಿರ್ವಾಹಕ ಅಭಿಯಂತರರು, ಪಂ.ರಾ.ಇಂ. ವಿಭಾಗ, ಬೆಳಗಾವಿ <box>474 271 580 277</box>
tender-date: ದಿನಾಂಕ: 15-10-2025 <box>541 176 582 182</box>
contact-name: 1. ಶ್ರೀ ಮಂಜುನಾಥ್ ಬಿ <box>714 513 765 522</box>
tumkur-banner: ಟೆಂಡರ್ ಪ್ರಕಟಣೆ (ಇ-ಪ್ರೊಕ್ಯೂರ್‌ಮೆಂಟ್ ಪೋರ್ಟಲ್ ಮುಖಾಂತರ ಮಾತ್ರ) <box>591 60 939 68</box>
parties-text: PETITIONER: Sri. Chikkanna S/o Late Puttaiah, Aged about 49 years, Residing at Aganavalli, Halholu, Sagara Taluk, Shivamogga District-577202. RESPONDENTS: 1) Smt. Gowramma W/o Late Puttaiah, Aged about 85 years; 2) Smt. Lakshmi R., W/o Late Nagaraju, Aged about 45 years; 3) Sri. N. Santhosh S/o Late Nagaraju; 4) Smt. Pallavi; 5) Sri. Kumar; 6) Smt. Kamala. <box>831 745 939 793</box>
jigani-phone: ದೂರವಾಣಿ ಸಂಖ್ಯೆ: 080-27825780/27690400, ಇಮೇಲ್: itstaff_ulb_jigani@yahoo.com <box>714 444 923 451</box>
os-5719-summons <box>238 462 350 762</box>
kannada-second-notice <box>238 1106 350 1466</box>
kannada-ra-notice <box>238 140 350 460</box>
court-title: IN THE COURT OF THE ADDL. SMALL CAUSES JUDGE & MACT AT MYSORE <box>478 515 577 526</box>
case-number: OS. No. 5719 of 2024 (CCH-09) <box>249 478 339 485</box>
